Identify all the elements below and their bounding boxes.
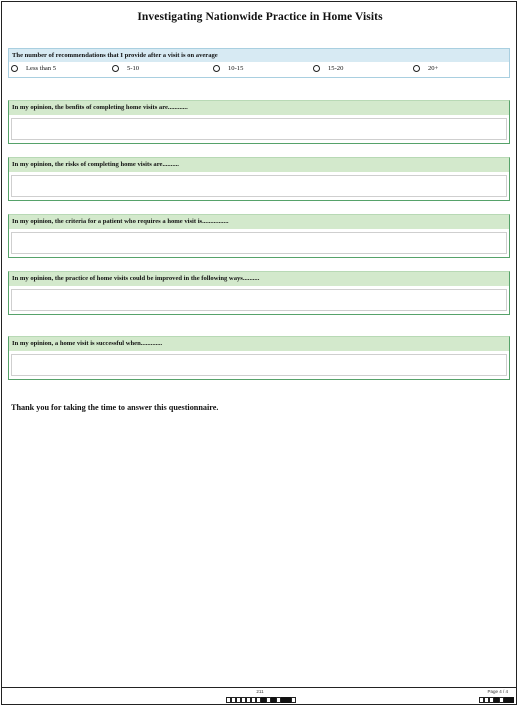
option-label: Less than 5 (26, 65, 57, 72)
question-label: In my opinion, a home visit is successful when............. (9, 337, 509, 351)
option-5-10[interactable] (112, 65, 139, 72)
success-answer-field[interactable] (11, 354, 507, 376)
risks-question (8, 157, 510, 201)
question-label: In my opinion, the risks of completing home visits are.......... (9, 158, 509, 172)
radio-button[interactable] (413, 65, 420, 72)
option-label: 5-10 (127, 65, 140, 72)
radio-button[interactable] (11, 65, 18, 72)
recommendations-question (8, 48, 510, 78)
option-10-15[interactable] (213, 65, 243, 72)
question-label: In my opinion, the criteria for a patient who requires a home visit is................ (9, 215, 509, 229)
option-label: 10-15 (228, 65, 244, 72)
page-title: Investigating Nationwide Practice in Home Visits (137, 11, 383, 23)
corner-barcode (479, 697, 514, 703)
option-15-20[interactable] (313, 65, 343, 72)
risks-answer-field[interactable] (11, 175, 507, 197)
improvements-answer-field[interactable] (11, 289, 507, 311)
radio-button[interactable] (112, 65, 119, 72)
form-number: 211 (256, 689, 264, 694)
benefits-answer-field[interactable] (11, 118, 507, 140)
page-number: Page 4 / 4 (487, 689, 508, 694)
success-question (8, 336, 510, 380)
option-less-than-5[interactable] (11, 65, 56, 72)
option-20-plus[interactable] (413, 65, 438, 72)
question-label: In my opinion, the practice of home visits could be improved in the following ways.......... (9, 272, 509, 286)
closing-message: Thank you for taking the time to answer this questionnaire. (11, 403, 219, 412)
center-barcode (226, 697, 296, 703)
footer-divider (1, 687, 517, 688)
question-label: In my opinion, the benfits of completing home visits are............ (9, 101, 509, 115)
option-label: 20+ (428, 65, 439, 72)
improvements-question (8, 271, 510, 315)
question-label: The number of recommendations that I provide after a visit is on average (9, 49, 509, 62)
radio-button[interactable] (213, 65, 220, 72)
radio-button[interactable] (313, 65, 320, 72)
criteria-answer-field[interactable] (11, 232, 507, 254)
criteria-question (8, 214, 510, 258)
option-label: 15-20 (328, 65, 344, 72)
benefits-question (8, 100, 510, 144)
